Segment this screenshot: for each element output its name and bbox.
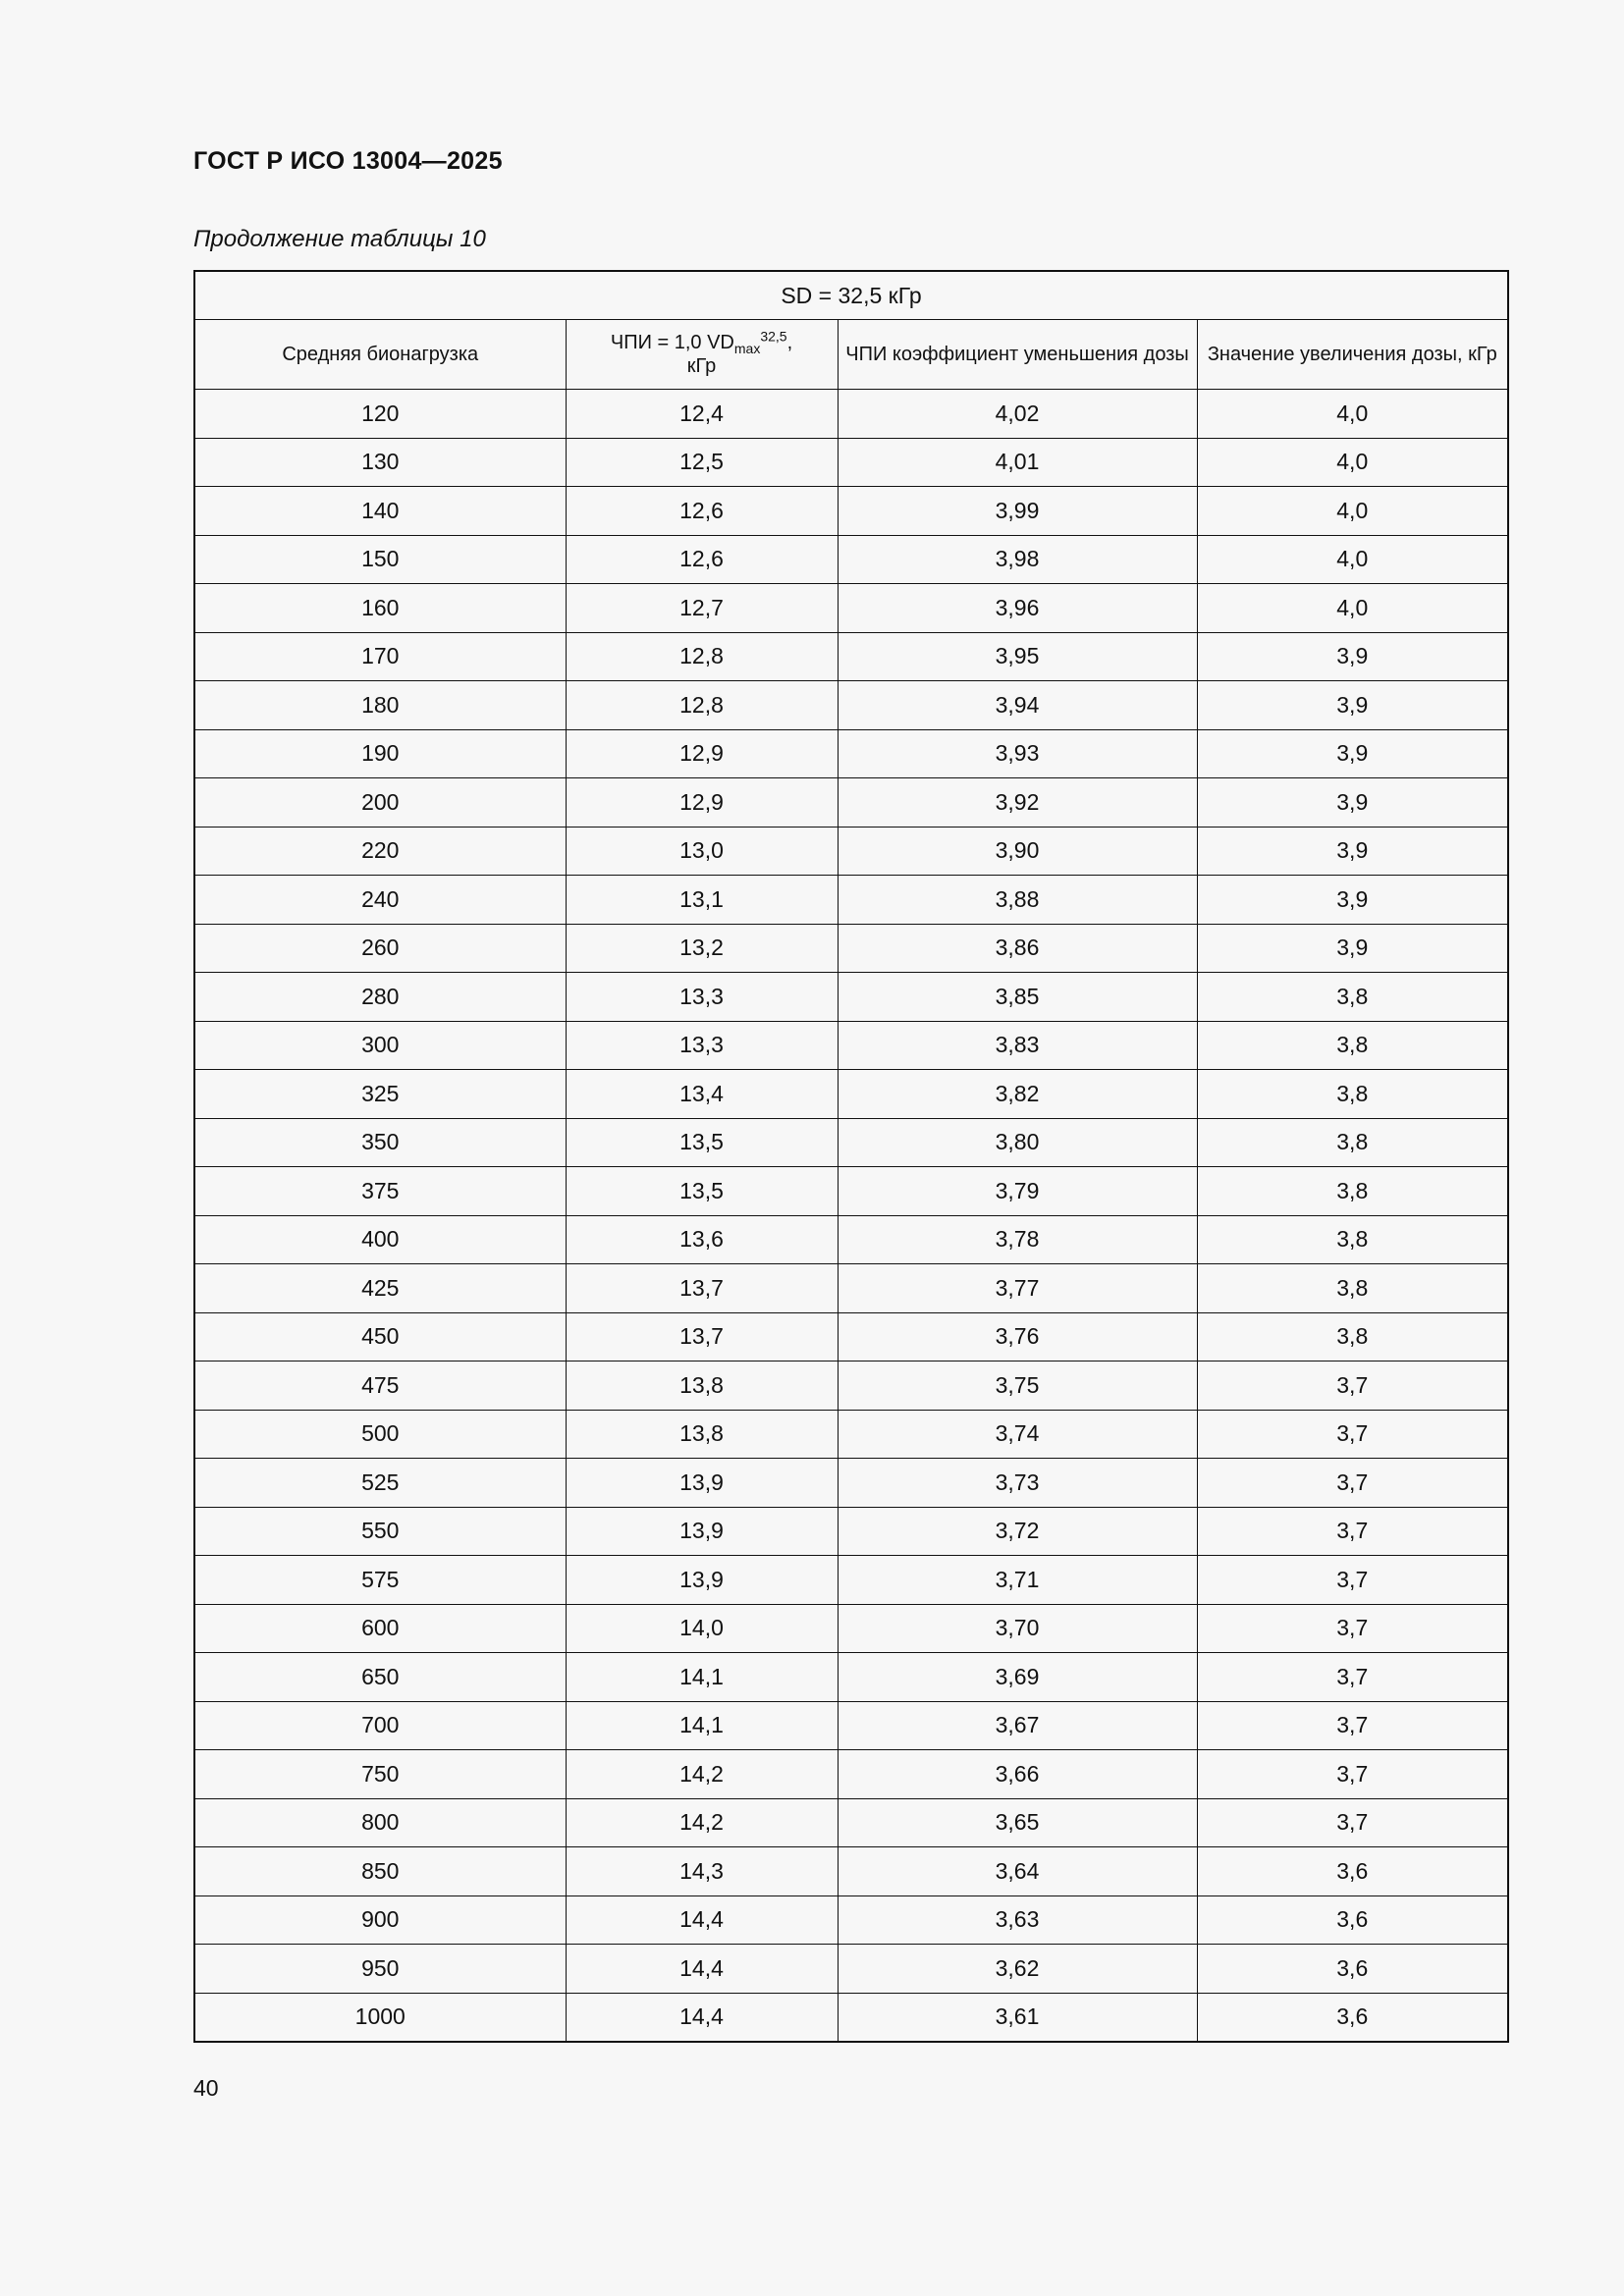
cell-sip: 13,7 xyxy=(566,1264,838,1313)
cell-bioburden: 900 xyxy=(194,1896,566,1945)
table-row xyxy=(194,1896,1508,1945)
table-row xyxy=(194,778,1508,828)
cell-sip: 12,9 xyxy=(566,778,838,828)
cell-reduction-factor: 3,67 xyxy=(838,1701,1197,1750)
cell-sip: 13,0 xyxy=(566,827,838,876)
cell-reduction-factor: 3,69 xyxy=(838,1653,1197,1702)
cell-dose-increase: 3,8 xyxy=(1197,1264,1508,1313)
table-row xyxy=(194,1945,1508,1994)
cell-dose-increase: 3,7 xyxy=(1197,1750,1508,1799)
cell-bioburden: 450 xyxy=(194,1312,566,1362)
cell-reduction-factor: 3,65 xyxy=(838,1798,1197,1847)
cell-dose-increase: 3,7 xyxy=(1197,1798,1508,1847)
cell-dose-increase: 3,6 xyxy=(1197,1896,1508,1945)
column-header-sip-sup: 32,5 xyxy=(760,328,787,345)
table-row xyxy=(194,1215,1508,1264)
cell-dose-increase: 3,7 xyxy=(1197,1556,1508,1605)
cell-sip: 13,9 xyxy=(566,1459,838,1508)
cell-dose-increase: 3,7 xyxy=(1197,1459,1508,1508)
table-row xyxy=(194,1556,1508,1605)
cell-reduction-factor: 3,61 xyxy=(838,1993,1197,2042)
cell-dose-increase: 3,8 xyxy=(1197,1167,1508,1216)
cell-bioburden: 160 xyxy=(194,584,566,633)
cell-reduction-factor: 3,75 xyxy=(838,1362,1197,1411)
table-row xyxy=(194,729,1508,778)
cell-bioburden: 140 xyxy=(194,487,566,536)
cell-sip: 13,9 xyxy=(566,1556,838,1605)
cell-dose-increase: 3,7 xyxy=(1197,1362,1508,1411)
cell-dose-increase: 3,9 xyxy=(1197,876,1508,925)
table-row xyxy=(194,1264,1508,1313)
cell-dose-increase: 4,0 xyxy=(1197,584,1508,633)
table-row xyxy=(194,487,1508,536)
cell-sip: 13,6 xyxy=(566,1215,838,1264)
cell-bioburden: 300 xyxy=(194,1021,566,1070)
cell-dose-increase: 3,7 xyxy=(1197,1653,1508,1702)
table-row xyxy=(194,681,1508,730)
cell-bioburden: 850 xyxy=(194,1847,566,1896)
cell-reduction-factor: 3,77 xyxy=(838,1264,1197,1313)
cell-bioburden: 400 xyxy=(194,1215,566,1264)
cell-bioburden: 425 xyxy=(194,1264,566,1313)
table-row xyxy=(194,1312,1508,1362)
table-row xyxy=(194,1604,1508,1653)
cell-reduction-factor: 3,79 xyxy=(838,1167,1197,1216)
document-header: ГОСТ Р ИСО 13004—2025 xyxy=(193,147,503,175)
cell-reduction-factor: 3,94 xyxy=(838,681,1197,730)
cell-sip: 14,4 xyxy=(566,1993,838,2042)
table-row xyxy=(194,1701,1508,1750)
cell-reduction-factor: 3,63 xyxy=(838,1896,1197,1945)
cell-dose-increase: 3,9 xyxy=(1197,924,1508,973)
table-row xyxy=(194,438,1508,487)
table-row xyxy=(194,632,1508,681)
cell-reduction-factor: 3,86 xyxy=(838,924,1197,973)
cell-sip: 14,4 xyxy=(566,1896,838,1945)
cell-reduction-factor: 3,73 xyxy=(838,1459,1197,1508)
cell-sip: 14,0 xyxy=(566,1604,838,1653)
cell-dose-increase: 4,0 xyxy=(1197,487,1508,536)
table-row xyxy=(194,1798,1508,1847)
cell-dose-increase: 3,9 xyxy=(1197,827,1508,876)
cell-sip: 12,8 xyxy=(566,632,838,681)
table-row xyxy=(194,1653,1508,1702)
cell-bioburden: 260 xyxy=(194,924,566,973)
cell-sip: 13,5 xyxy=(566,1118,838,1167)
column-header-sip-sub: max xyxy=(733,341,761,356)
cell-sip: 14,1 xyxy=(566,1653,838,1702)
cell-reduction-factor: 3,99 xyxy=(838,487,1197,536)
column-header-sip-prefix: ЧПИ = 1,0 VD xyxy=(610,332,734,353)
cell-sip: 14,3 xyxy=(566,1847,838,1896)
cell-bioburden: 650 xyxy=(194,1653,566,1702)
cell-bioburden: 220 xyxy=(194,827,566,876)
cell-sip: 13,3 xyxy=(566,973,838,1022)
cell-dose-increase: 3,9 xyxy=(1197,778,1508,828)
table-row xyxy=(194,1362,1508,1411)
cell-reduction-factor: 4,02 xyxy=(838,390,1197,439)
cell-dose-increase: 3,8 xyxy=(1197,973,1508,1022)
cell-reduction-factor: 3,95 xyxy=(838,632,1197,681)
cell-bioburden: 375 xyxy=(194,1167,566,1216)
cell-bioburden: 170 xyxy=(194,632,566,681)
cell-dose-increase: 3,8 xyxy=(1197,1312,1508,1362)
cell-reduction-factor: 3,82 xyxy=(838,1070,1197,1119)
cell-bioburden: 950 xyxy=(194,1945,566,1994)
cell-reduction-factor: 3,64 xyxy=(838,1847,1197,1896)
table-row xyxy=(194,1021,1508,1070)
cell-sip: 13,8 xyxy=(566,1410,838,1459)
table-row xyxy=(194,584,1508,633)
cell-bioburden: 500 xyxy=(194,1410,566,1459)
cell-dose-increase: 4,0 xyxy=(1197,438,1508,487)
cell-bioburden: 350 xyxy=(194,1118,566,1167)
cell-dose-increase: 4,0 xyxy=(1197,535,1508,584)
cell-reduction-factor: 3,93 xyxy=(838,729,1197,778)
cell-dose-increase: 3,7 xyxy=(1197,1507,1508,1556)
cell-sip: 13,3 xyxy=(566,1021,838,1070)
column-header-sip-suffix: , xyxy=(786,332,793,353)
cell-sip: 14,2 xyxy=(566,1798,838,1847)
cell-sip: 13,7 xyxy=(566,1312,838,1362)
cell-sip: 13,2 xyxy=(566,924,838,973)
cell-reduction-factor: 3,85 xyxy=(838,973,1197,1022)
cell-dose-increase: 3,6 xyxy=(1197,1945,1508,1994)
cell-bioburden: 130 xyxy=(194,438,566,487)
cell-reduction-factor: 3,92 xyxy=(838,778,1197,828)
table-row xyxy=(194,876,1508,925)
column-header-dose-increase: Значение увеличения дозы, кГр xyxy=(1197,320,1508,390)
cell-reduction-factor: 3,83 xyxy=(838,1021,1197,1070)
cell-dose-increase: 3,7 xyxy=(1197,1604,1508,1653)
cell-dose-increase: 3,8 xyxy=(1197,1070,1508,1119)
table-caption: Продолжение таблицы 10 xyxy=(193,226,486,252)
cell-sip: 12,7 xyxy=(566,584,838,633)
table-row xyxy=(194,1507,1508,1556)
cell-dose-increase: 3,6 xyxy=(1197,1847,1508,1896)
cell-bioburden: 150 xyxy=(194,535,566,584)
cell-bioburden: 700 xyxy=(194,1701,566,1750)
cell-reduction-factor: 3,88 xyxy=(838,876,1197,925)
table-column-header-row xyxy=(194,320,1508,390)
cell-dose-increase: 3,7 xyxy=(1197,1701,1508,1750)
table-row xyxy=(194,1410,1508,1459)
cell-dose-increase: 3,8 xyxy=(1197,1021,1508,1070)
cell-reduction-factor: 3,96 xyxy=(838,584,1197,633)
table-row xyxy=(194,827,1508,876)
cell-dose-increase: 3,7 xyxy=(1197,1410,1508,1459)
cell-dose-increase: 3,6 xyxy=(1197,1993,1508,2042)
cell-reduction-factor: 3,80 xyxy=(838,1118,1197,1167)
table-row xyxy=(194,1993,1508,2042)
table-row xyxy=(194,1750,1508,1799)
table-row xyxy=(194,1167,1508,1216)
cell-bioburden: 325 xyxy=(194,1070,566,1119)
table-body xyxy=(194,390,1508,2043)
cell-reduction-factor: 3,62 xyxy=(838,1945,1197,1994)
cell-bioburden: 800 xyxy=(194,1798,566,1847)
table-row xyxy=(194,535,1508,584)
cell-bioburden: 475 xyxy=(194,1362,566,1411)
table-row xyxy=(194,1070,1508,1119)
cell-bioburden: 120 xyxy=(194,390,566,439)
cell-reduction-factor: 3,98 xyxy=(838,535,1197,584)
column-header-bioburden: Средняя бионагрузка xyxy=(194,320,566,390)
cell-sip: 14,2 xyxy=(566,1750,838,1799)
table-row xyxy=(194,973,1508,1022)
cell-sip: 12,6 xyxy=(566,535,838,584)
cell-reduction-factor: 4,01 xyxy=(838,438,1197,487)
cell-sip: 14,1 xyxy=(566,1701,838,1750)
cell-reduction-factor: 3,71 xyxy=(838,1556,1197,1605)
cell-reduction-factor: 3,78 xyxy=(838,1215,1197,1264)
cell-sip: 14,4 xyxy=(566,1945,838,1994)
table-group-header-row xyxy=(194,271,1508,320)
cell-bioburden: 525 xyxy=(194,1459,566,1508)
cell-bioburden: 180 xyxy=(194,681,566,730)
cell-bioburden: 550 xyxy=(194,1507,566,1556)
cell-sip: 13,9 xyxy=(566,1507,838,1556)
cell-reduction-factor: 3,90 xyxy=(838,827,1197,876)
cell-bioburden: 190 xyxy=(194,729,566,778)
table-row xyxy=(194,390,1508,439)
cell-bioburden: 280 xyxy=(194,973,566,1022)
table-row xyxy=(194,1847,1508,1896)
data-table xyxy=(193,270,1509,2043)
column-header-reduction-factor: ЧПИ коэффициент уменьшения дозы xyxy=(838,320,1197,390)
cell-reduction-factor: 3,70 xyxy=(838,1604,1197,1653)
cell-bioburden: 1000 xyxy=(194,1993,566,2042)
cell-dose-increase: 3,8 xyxy=(1197,1215,1508,1264)
cell-bioburden: 240 xyxy=(194,876,566,925)
cell-dose-increase: 3,9 xyxy=(1197,729,1508,778)
cell-dose-increase: 3,9 xyxy=(1197,632,1508,681)
cell-sip: 12,5 xyxy=(566,438,838,487)
cell-sip: 13,4 xyxy=(566,1070,838,1119)
cell-sip: 12,6 xyxy=(566,487,838,536)
cell-sip: 12,4 xyxy=(566,390,838,439)
cell-sip: 12,9 xyxy=(566,729,838,778)
cell-dose-increase: 4,0 xyxy=(1197,390,1508,439)
cell-sip: 13,5 xyxy=(566,1167,838,1216)
cell-dose-increase: 3,9 xyxy=(1197,681,1508,730)
cell-sip: 13,8 xyxy=(566,1362,838,1411)
page-number: 40 xyxy=(193,2075,219,2101)
cell-sip: 13,1 xyxy=(566,876,838,925)
cell-reduction-factor: 3,76 xyxy=(838,1312,1197,1362)
table-row xyxy=(194,924,1508,973)
cell-sip: 12,8 xyxy=(566,681,838,730)
cell-bioburden: 200 xyxy=(194,778,566,828)
column-header-sip xyxy=(566,320,838,390)
cell-reduction-factor: 3,72 xyxy=(838,1507,1197,1556)
group-title: SD = 32,5 кГр xyxy=(194,271,1508,320)
cell-reduction-factor: 3,66 xyxy=(838,1750,1197,1799)
cell-dose-increase: 3,8 xyxy=(1197,1118,1508,1167)
cell-bioburden: 575 xyxy=(194,1556,566,1605)
cell-bioburden: 600 xyxy=(194,1604,566,1653)
cell-bioburden: 750 xyxy=(194,1750,566,1799)
cell-reduction-factor: 3,74 xyxy=(838,1410,1197,1459)
column-header-sip-unit: кГр xyxy=(686,355,717,377)
table-row xyxy=(194,1459,1508,1508)
table-row xyxy=(194,1118,1508,1167)
